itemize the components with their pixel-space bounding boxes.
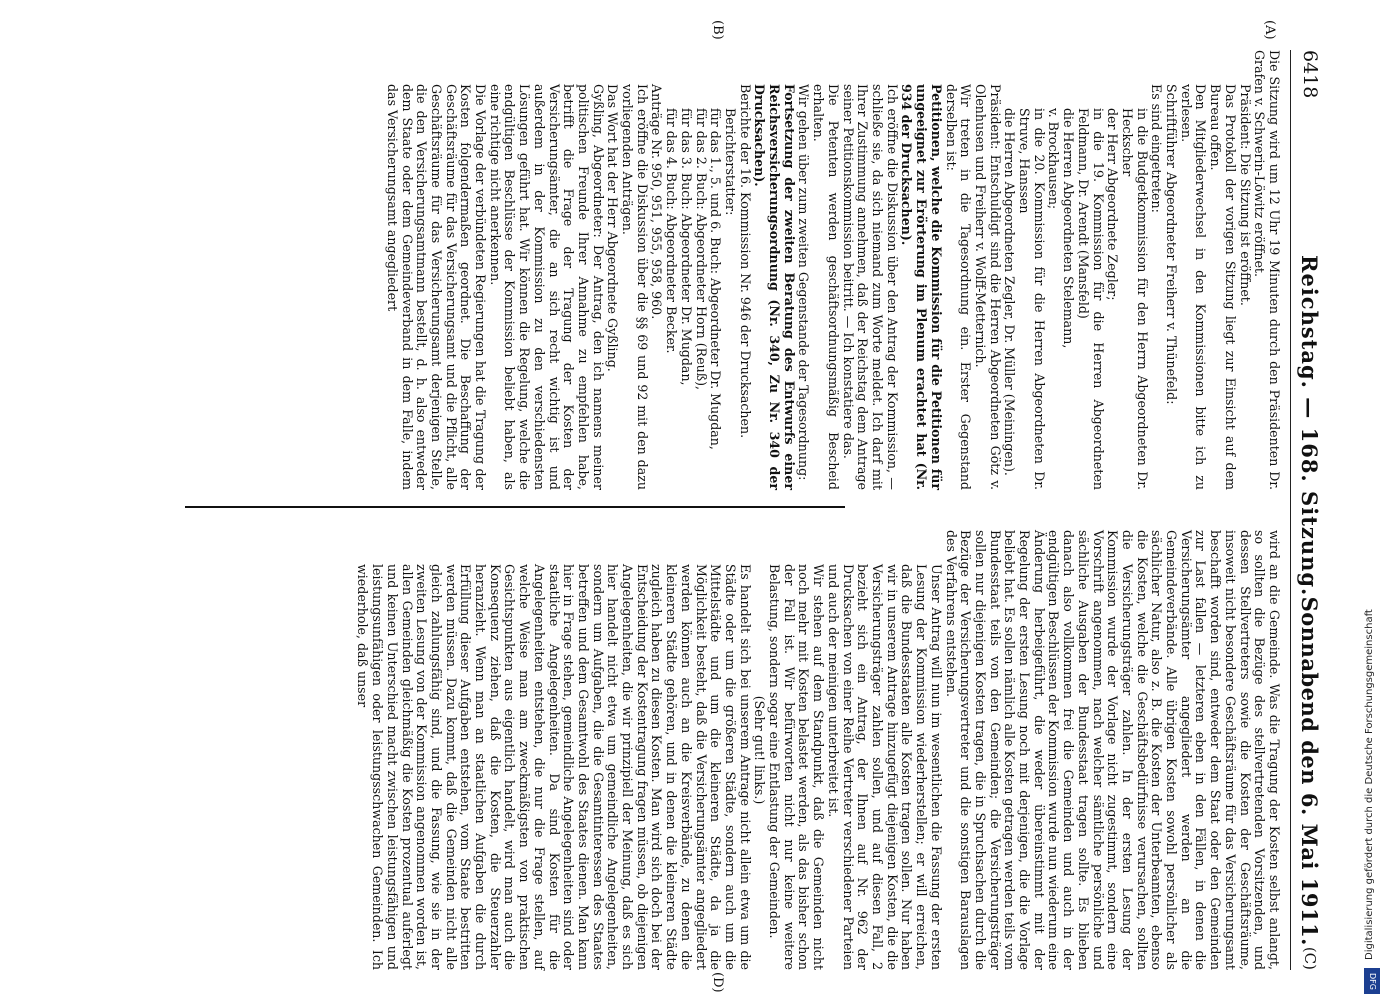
digitization-sidebar <box>1362 0 1383 1000</box>
paragraph: die Herren Abgeordneten Zegler, Dr. Müller (Meiningen). <box>1002 108 1018 476</box>
paragraph: Ich eröffne die Diskussion über den Antrag der Kommission, — schließe sie, da sich niemand zum Worte meldet. Ich darf mit Ihrer Zustimmung annehmen, daß der Reichstag dem Antrage seiner Petitionskommission beitritt. — Ich konstatiere das. <box>840 84 900 490</box>
paragraph: Die Vorlage der verbündeten Regierungen hat die Tragung der Kosten folgendermaßen geordnet. Die Beschaffung der Geschäftsräume für das Versicherungsamt und die Pflicht, alle Geschäftsräume für das Versicherungsamt derjenigen Stelle, die den Versicherungsamtmann bestellt, d. h. also entweder dem Staate oder dem Gemeindeverband in dem Falle, indem das Versicherungsamt angegliedert <box>384 84 489 490</box>
dfg-logo: DFG <box>1364 968 1380 994</box>
paragraph: Das Protokoll der vorigen Sitzung liegt zur Einsicht auf dem Bureau offen. <box>1208 84 1238 490</box>
paragraph: Präsident: Entschuldigt sind die Herren Abgeordneten Götz v. Olenhusen und Freiherr v. Wolff-Metternich. <box>972 84 1003 490</box>
paragraph: Anträge Nr. 950, 951, 955, 958, 960. <box>649 84 665 320</box>
paragraph: Die Petenten werden geschäftsordnungsmäßig Bescheid erhalten. <box>811 84 841 490</box>
paragraph: in die 20. Kommission für die Herren Abgeordneten Dr. Struve, Hanssen <box>1017 108 1047 490</box>
paragraph: Wir stehen auf dem Standpunkt, daß die Gemeinden nicht noch mehr mit Kosten belastet werden, als das bisher schon der Fall ist. Wir befürworten nicht nur keine weitere Belastung, sondern sogar eine Entlastung der Gemeinden. <box>767 564 827 970</box>
margin-mark-c: (C) <box>1301 946 1319 970</box>
paragraph: Den Mitgliederwechsel in den Kommissionen bitte ich zu verlesen. <box>1178 84 1209 490</box>
paragraph: Die Sitzung wird um 12 Uhr 19 Minuten durch den Präsidenten Dr. Grafen v. Schwerin-Löwitz eröffnet. <box>1252 50 1282 490</box>
page-number: 6418 <box>1299 50 1321 99</box>
rotated-page-content <box>45 10 1325 1000</box>
paragraph: Berichte der 16. Kommission Nr. 946 der Drucksachen. <box>737 84 753 439</box>
margin-mark-d: (D) <box>710 972 725 993</box>
interjection: (Sehr gut! links.) <box>752 695 768 805</box>
left-text-column <box>384 50 1281 490</box>
session-date: Sonnabend den 6. Mai 1911. <box>1297 596 1322 946</box>
paragraph: Das Wort hat der Herr Abgeordnete Gyßling. <box>605 84 621 372</box>
margin-mark-b: (B) <box>710 20 725 40</box>
paragraph: Ich eröffne die Diskussion über die §§ 69 und 92 mit den dazu vorliegenden Anträgen. <box>620 84 650 490</box>
paragraph: der Herr Abgeordnete Zegler; <box>1105 108 1121 301</box>
paragraph: in die 19. Kommission für die Herren Abgeordneten Feldmann, Dr. Arendt (Mansfeld) <box>1075 108 1106 490</box>
paragraph: für das 2. Buch: Abgeordneter Horn (Reuß), <box>693 108 709 391</box>
paragraph: Unser Antrag will nun im wesentlichen die Fassung der ersten Lesung der Kommission wiederherstellen; er will erreichen, daß die Bundesstaaten alle Kosten tragen sollen. Nur haben wir in unserem Antrage hinzugefügt diejenigen Kosten, die die Versicherungsträger zahlen sollen, und auf diesen Fall, 2 bezieht sich ein Antrag, der Ihnen auf Nr. 962 der Drucksachen von einer Reihe Vertreter verschiedener Parteien und auch der meinigen unterbreitet ist. <box>825 564 944 970</box>
right-text-column <box>355 530 1281 970</box>
paragraph: die Herren Abgeordneten Stelemann, <box>1061 108 1077 349</box>
paragraph: Präsident: Die Sitzung ist eröffnet. <box>1237 84 1253 306</box>
paragraph: Wir treten in die Tagesordnung ein. Erster Gegenstand derselben ist: <box>943 84 974 490</box>
paragraph: Es handelt sich bei unserem Antrage nicht allein etwa um die Städte oder um die größeren Städte, sondern auch um die Mittelstädte und um die kleineren Städte, da ja die Möglichkeit besteht, daß die Versicherungsämter angegliedert werden können auch an die Kreisverbände, zu denen die kleineren Städte gehören, und in denen die kleineren Städte zugleich haben zu diesen Kosten. Man wird sich doch bei der Entscheidung der Kostentragung fragen müssen, ob diejenigen Angelegenheiten, die wir prinzipiell der Meinung, daß es sich hier handelt nicht etwa um gemeindliche Angelegenheiten, sondern um Aufgaben, die die Gesamtinteressen des Staates betreffen und dem Gesamtwohl des Staates dienen. Man kann hier in Frage stehen, gemeindliche Angelegenheiten sind oder staatliche Angelegenheiten. Da sind Kosten für die Angelegenheiten entstehen, die nur die Frage stellen, auf welche Weise man am zweckmäßigsten von praktischen Gesichtspunkten aus eigentlich handelt, wird man auch die Konsequenz ziehen, daß die Kosten, die Steuerzahler heranzieht. Wenn man an staatlichen Aufgaben die durch Erfüllung dieser Aufgaben entstehen, vom Staate bestritten werden müssen. Dazu kommt, daß die Gemeinden nicht alle gleich zahlungsfähig sind, und die Fassung, wie sie in der zweiten Lesung von der Kommission angenommen worden ist, allen Gemeinden gleichmäßig die Kosten prozentual auferlegt und keinen Unterschied macht zwischen leistungsfähigen und leistungsunfähigen oder leistungsschwachen Gemeinden. Ich wiederhole, daß unser <box>355 564 753 970</box>
page-header <box>1290 50 1325 970</box>
agenda-item: Petitionen, welche die Kommission für die Petitionen für ungeeignet zur Erörterung im Plenum erachtet hat (Nr. 934 der Drucksachen). <box>899 84 944 490</box>
paragraph: für das 3. Buch: Abgeordneter Dr. Mugdan, <box>678 108 694 386</box>
paragraph: für das 1., 5. und 6. Buch: Abgeordneter Dr. Mugdan, <box>708 108 724 450</box>
column-divider <box>185 506 845 508</box>
dfg-credit: Digitalisierung gefördert durch die Deutsche Forschungsgemeinschaft <box>1364 609 1375 960</box>
paragraph: für das 4. Buch: Abgeordneter Becker. <box>664 108 680 354</box>
paragraph: in die Budgetkommission für den Herrn Abgeordneten Dr. Heckscher <box>1119 108 1150 490</box>
paragraph: Schriftführer Abgeordneter Freiherr v. Thünefeld: <box>1164 84 1180 405</box>
paragraph: Gyßling, Abgeordneter: Der Antrag, den ich namens meiner politischen Freunde Ihrer Annahme zu empfehlen habe, betrifft die Frage der Tragung der Kosten der Versicherungsämter, die an sich recht wichtig ist und außerdem in der Kommission zu den verschiedensten Lösungen geführt hat. Wir können die Regelung, welche die endgültigen Beschlüsse der Kommission beliebt haben, als eine richtige nicht anerkennen. <box>487 84 606 490</box>
margin-mark-a: (A) <box>1262 20 1277 40</box>
paragraph: Wir gehen über zum zweiten Gegenstande der Tagesordnung: <box>796 84 812 481</box>
agenda-item: Fortsetzung der zweiten Beratung des Entwurfs einer Reichsversicherungsordnung (Nr. 340, Zu Nr. 340 der Drucksachen). <box>752 84 797 490</box>
paragraph: Berichterstatter: <box>722 108 738 216</box>
paragraph: v. Brockhausen; <box>1046 108 1062 210</box>
paragraph: Es sind eingetreten: <box>1149 84 1165 213</box>
paragraph: wird an die Gemeinde. Was die Tragung der Kosten selbst anlangt, so sollten die Bezüge des stellvertretenden Vorsitzenden, und dessen Stellvertreters sowie die Kosten der Geschäftsräume, insoweit nicht besondere Geschäftsräume für das Versicherungsamt beschafft worden sind, entweder dem Staat oder den Gemeinden zur Last fallen — letzteren eben in den Fällen, in denen die Versicherungsämter angegliedert werden an die Gemeindeverbände. Alle übrigen Kosten sowohl persönlicher als sächlicher Natur, also z. B. die Kosten der Unterbeamten, ebenso die Kosten, welche die Geschäftsbedürfnisse verursachen, sollten die Versicherungsträger zahlen. In der ersten Lesung der Kommission wurde der Vorlage nicht zugestimmt, sondern eine Vorschrift angenommen, nach welcher sämtliche persönliche und sächliche Ausgaben der Bundesstaat tragen sollte. Es blieben danach also vollkommen frei die Gemeinden und auch in der endgültigen Beschlüssen der Kommission wurde nun wiederum eine Änderung herbeigeführt, die weder übereinstimmt mit der Regelung der ersten Lesung noch mit derjenigen, die die Vorlage beliebt hat. Es sollen nämlich alle Kosten getragen werden teils vom Bundesstaat teils von den Gemeinden; die Versicherungsträger sollen nur diejenigen Kosten tragen, die in Spruchsachen durch die Bezüge der Versicherungsvertreter und die sonstigen Barauslagen des Verfahrens entstehen. <box>943 530 1282 970</box>
running-title: Reichstag. — 168. Sitzung. <box>1297 255 1322 597</box>
